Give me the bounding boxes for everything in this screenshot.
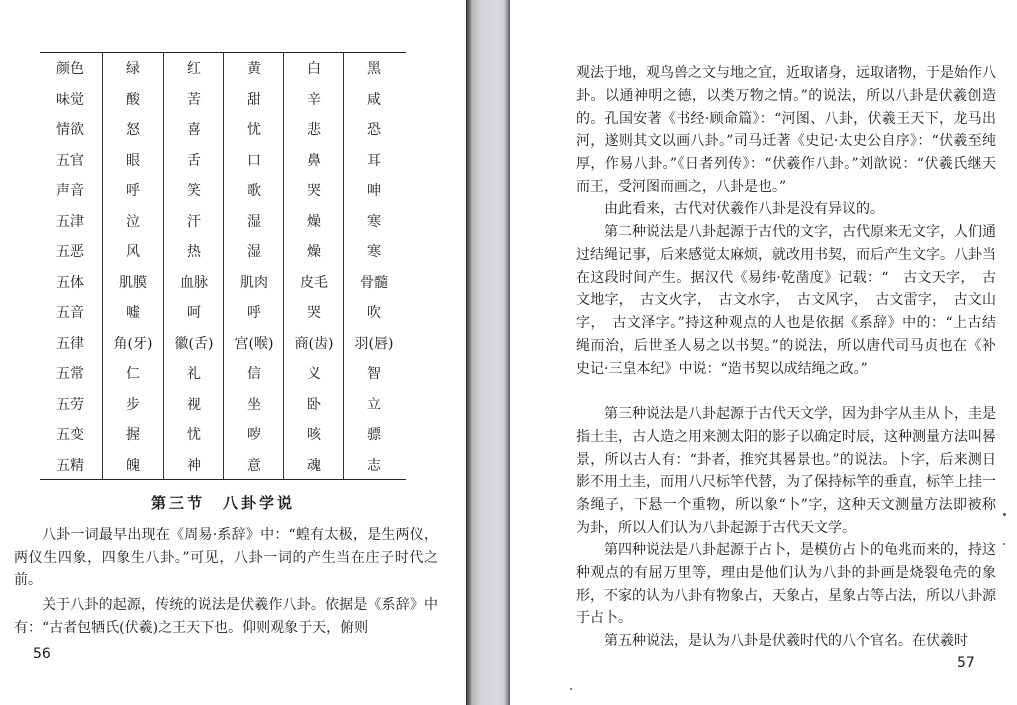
- table-cell: 眼: [126, 152, 140, 169]
- table-row: [40, 54, 406, 84]
- table-cell: 嘘: [126, 305, 140, 321]
- table-cell: 悲: [307, 122, 321, 138]
- table-cell: 视: [187, 396, 201, 413]
- table-cell: 恐: [367, 122, 381, 138]
- table-row: [40, 298, 406, 328]
- row-label: 情欲: [56, 122, 84, 138]
- paragraph: 第四种说法是八卦起源于占卜，是模仿占卜的龟兆而来的，持这种观点的有屈万里等，理由是他们认为八卦的卦画是烧裂龟壳的象形，不家的认为八卦有物象占，天象占，星象占等占法，所以八卦源于占卜。: [576, 542, 996, 627]
- table-cell: 湿: [247, 244, 261, 260]
- table-cell: 喜: [187, 122, 201, 138]
- table-cell: 笑: [187, 183, 201, 199]
- table-cell: 汗: [187, 213, 201, 230]
- table-cell: 卧: [307, 396, 321, 413]
- table-cell: 皮毛: [300, 274, 328, 291]
- table-cell: 意: [247, 457, 261, 474]
- table-cell: 湿: [247, 213, 261, 230]
- row-label: 五变: [56, 427, 84, 443]
- table-row: [40, 329, 406, 359]
- table-row: [40, 359, 406, 389]
- row-label: 声音: [56, 183, 84, 199]
- table-cell: 燥: [307, 213, 321, 230]
- left-page: [0, 0, 466, 705]
- section-title: 第三节 八卦学说: [150, 494, 295, 512]
- row-label: 五恶: [56, 244, 84, 260]
- table-cell: 黑: [367, 61, 381, 77]
- table-cell: 哭: [307, 305, 321, 321]
- table-cell: 口: [247, 152, 261, 169]
- table-cell: 魂: [307, 457, 321, 474]
- page-number: 56: [33, 646, 51, 662]
- table-cell: 商(齿): [294, 335, 334, 352]
- row-label: 五音: [56, 305, 84, 321]
- table-row: [40, 146, 406, 176]
- paragraph: 第三种说法是八卦起源于古代天文学，因为卦字从圭从卜，圭是指土圭，古人造之用来测太阳的影子以确定时辰，这种测量方法叫晷景，所以古人有：“卦者，推究其晷景也。”的说法。卜字，后来测日影不用土圭，而用八尺标竿代替，为了保持标竿的垂直，标竿上挂一条绳子，下悬一个重物，所以象“卜”字，这种天文测量方法即被称为卦，所以人们认为八卦起源于古代天文学。: [576, 406, 996, 536]
- table-cell: 血脉: [180, 274, 208, 291]
- paragraph: 由此看来，古代对伏羲作八卦是没有异议的。: [604, 201, 884, 217]
- book-spine: [466, 0, 510, 705]
- table-cell: 哕: [247, 427, 261, 443]
- paragraph: 观法于地，观鸟兽之文与地之宜，近取诸身，远取诸物，于是始作八卦。以通神明之德，以类万物之情。”的说法，所以八卦是伏羲创造的。孔国安著《书经·顾命篇》：“河图、八卦，伏羲王天下，龙马出河，遂则其文以画八卦。”司马迁著《史记·太史公自序》：“伏羲至纯厚，作易八卦。”《日者列传》：“伏羲作八卦。”刘歆说：“伏羲氏继天而王，受河图而画之，八卦是也。”: [576, 65, 996, 195]
- table-cell: 步: [126, 396, 140, 413]
- table-cell: 呵: [187, 305, 201, 321]
- table-cell: 徽(舌): [174, 335, 214, 352]
- table-cell: 红: [187, 61, 201, 77]
- row-label: 颜色: [56, 61, 84, 77]
- table-cell: 热: [187, 244, 201, 260]
- table-cell: 寒: [367, 213, 381, 230]
- table-cell: 咸: [367, 91, 381, 108]
- table-cell: 呼: [126, 183, 140, 199]
- scan-speck: [570, 688, 572, 690]
- table-cell: 鼻: [307, 152, 321, 169]
- row-label: 五常: [56, 366, 84, 382]
- table-cell: 魄: [126, 457, 140, 474]
- table-cell: 骨髓: [360, 274, 388, 291]
- page-number: 57: [957, 655, 975, 671]
- row-label: 五精: [56, 457, 84, 474]
- table-cell: 咳: [307, 427, 321, 443]
- table-cell: 角(牙): [113, 335, 153, 352]
- table-cell: 甜: [247, 91, 261, 108]
- table-cell: 酸: [126, 91, 140, 108]
- row-label: 五劳: [56, 396, 84, 413]
- table-cell: 吹: [367, 305, 381, 321]
- table-row: [40, 451, 406, 481]
- row-label: 五津: [56, 213, 84, 230]
- table-cell: 智: [367, 366, 381, 382]
- table-cell: 骠: [367, 427, 381, 443]
- table-cell: 肌肉: [240, 274, 268, 291]
- table-cell: 仁: [126, 366, 140, 382]
- table-cell: 哭: [307, 183, 321, 199]
- table-cell: 忧: [187, 427, 201, 443]
- table-cell: 握: [126, 427, 140, 443]
- table-cell: 宫(喉): [234, 335, 274, 352]
- table-cell: 苦: [187, 91, 201, 108]
- table-cell: 寒: [367, 244, 381, 260]
- table-cell: 白: [307, 61, 321, 77]
- row-label: 五官: [56, 152, 84, 169]
- table-cell: 泣: [126, 213, 140, 230]
- table-row: [40, 85, 406, 115]
- right-page: [510, 0, 1017, 705]
- table-cell: 舌: [187, 152, 201, 169]
- paragraph: 第五种说法，是认为八卦是伏羲时代的八个官名。在伏羲时: [604, 633, 968, 649]
- table-cell: 肌膜: [119, 274, 147, 291]
- table-row: [40, 268, 406, 298]
- table-cell: 黄: [247, 61, 261, 77]
- table-cell: 怒: [126, 122, 140, 138]
- paragraph: 八卦一词最早出现在《周易·系辞》中：“蝗有太极，是生两仪，两仪生四象，四象生八卦。”可见，八卦一词的产生当在庄子时代之前。: [14, 527, 438, 589]
- table-row: [40, 176, 406, 206]
- table-cell: 坐: [247, 396, 261, 413]
- paragraph: 关于八卦的起源，传统的说法是伏羲作八卦。依据是《系辞》中有：“古者包牺氏(伏羲)之王天下也。仰则观象于天，俯则: [14, 597, 438, 636]
- table-cell: 礼: [187, 366, 201, 382]
- scan-speck: [1003, 513, 1006, 516]
- row-label: 五律: [56, 335, 84, 352]
- table-cell: 耳: [367, 152, 381, 169]
- table-row: [40, 390, 406, 420]
- row-label: 味觉: [56, 91, 84, 108]
- table-bottom-rule: [40, 479, 406, 480]
- table-cell: 义: [307, 366, 321, 382]
- table-cell: 呼: [247, 305, 261, 321]
- table-cell: 信: [247, 366, 261, 382]
- table-row: [40, 420, 406, 450]
- table-cell: 辛: [307, 91, 321, 108]
- table-row: [40, 115, 406, 145]
- table-cell: 呻: [367, 183, 381, 199]
- row-label: 五体: [56, 274, 84, 291]
- table-row: [40, 207, 406, 237]
- table-cell: 立: [367, 396, 381, 413]
- table-cell: 绿: [126, 61, 140, 77]
- paragraph: 第二种说法是八卦起源于古代的文字，古代原来无文字，人们通过结绳记事，后来感觉太麻烦，就改用书契，而后产生文字。八卦当在这段时间产生。据汉代《易纬·乾凿度》记载：“ 古文天字， 古文地字， 古文火字， 古文水字， 古文风字， 古文雷字， 古文山字， 古文泽字。”持这种观点的人也是依据《系辞》中的：“上古结绳而治，后世圣人易之以书契。”的说法，所以唐代司马贞也在《补史记·三皇本纪》中说：“造书契以成结绳之政。”: [576, 224, 996, 377]
- table-row: [40, 237, 406, 267]
- table-cell: 风: [126, 244, 140, 260]
- table-cell: 志: [367, 457, 381, 474]
- table-cell: 燥: [307, 244, 321, 260]
- table-cell: 歌: [247, 183, 261, 199]
- table-cell: 神: [187, 457, 201, 474]
- table-cell: 羽(唇): [354, 335, 394, 352]
- table-cell: 忧: [247, 122, 261, 138]
- scan-speck: [1003, 543, 1005, 545]
